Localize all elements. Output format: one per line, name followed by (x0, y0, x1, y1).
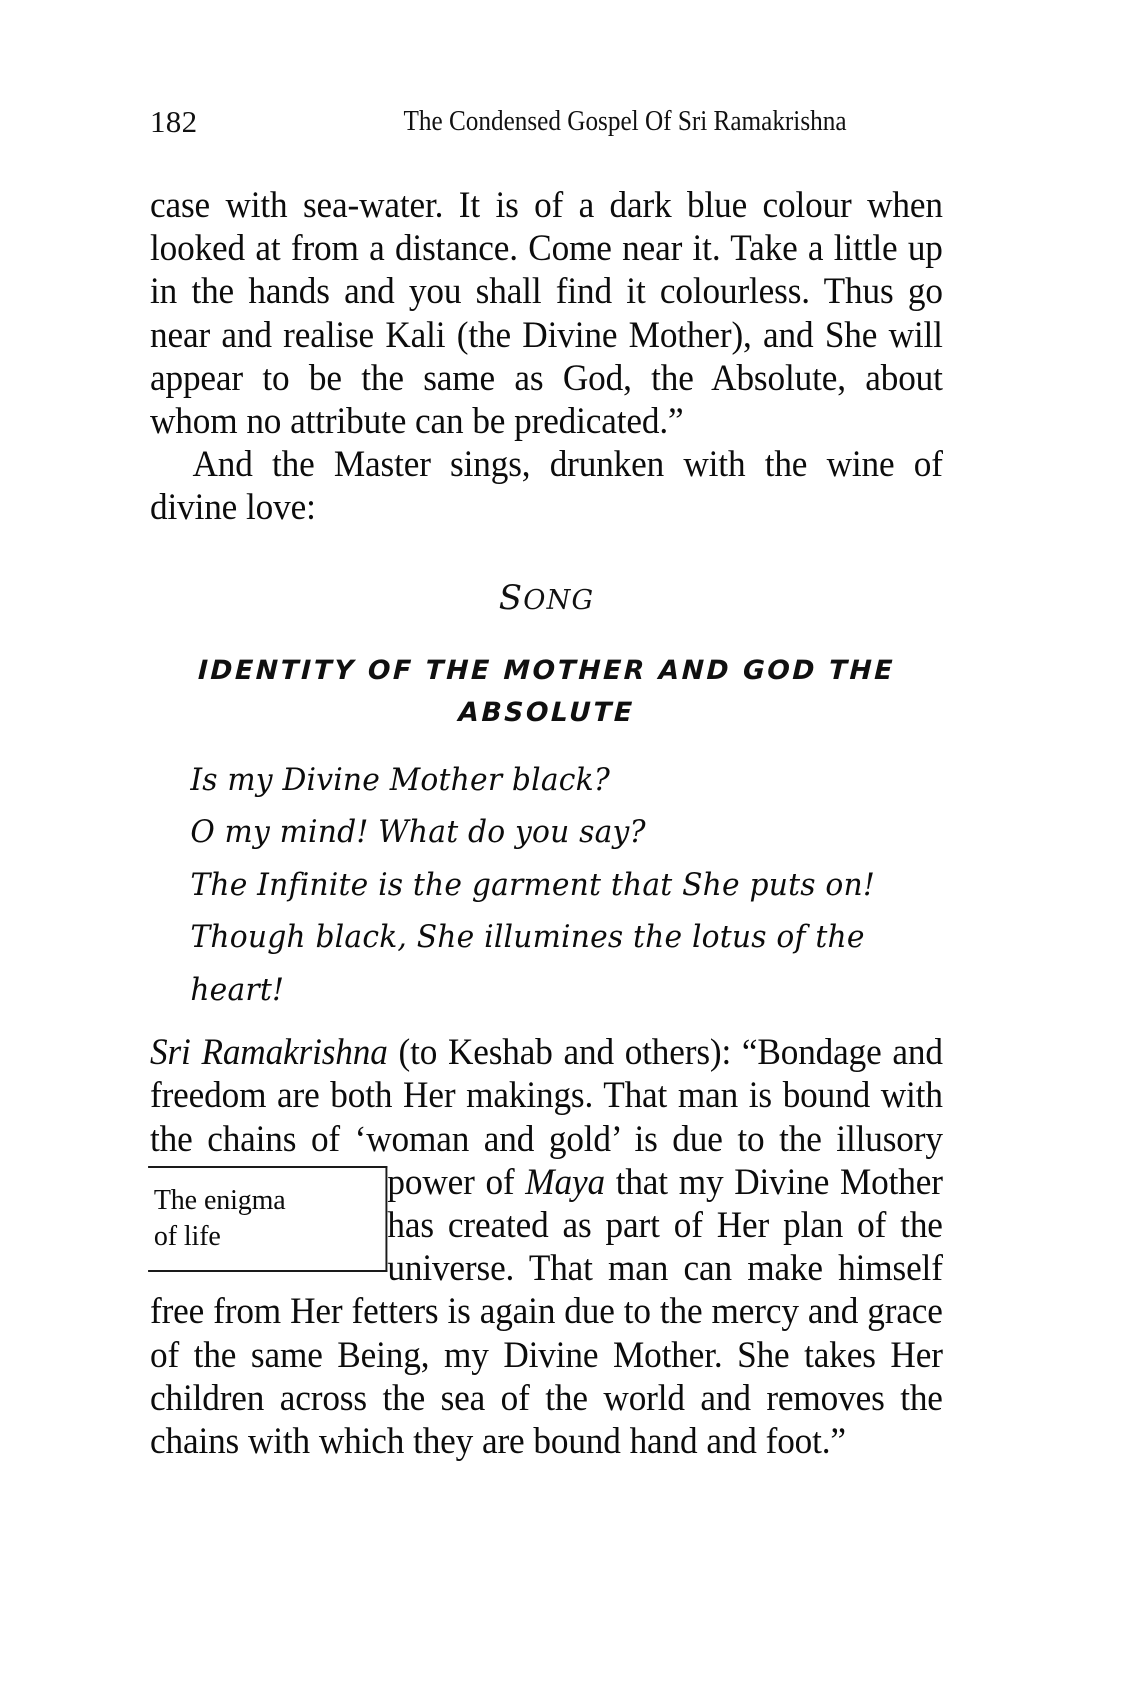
discourse-attribution: (to Keshab and others): “Bondage and freedom are both Her makings. That man is bound with the chains of ‘woman and gold’ is due to the (150, 1031, 943, 1159)
text-column (150, 183, 943, 1462)
song-verse-line: Though black, She illumines the lotus of the heart! (190, 919, 865, 1008)
italic-term-maya: Maya (525, 1160, 605, 1202)
paragraph-master-sings-text: And the Master sings, drunken with the wine of divine love: (150, 443, 943, 528)
margin-note-line-2: of life (153, 1219, 221, 1252)
song-verse-line: O my mind! What do you say? (190, 814, 646, 851)
paragraph-continuation (150, 183, 943, 442)
page-number: 182 (150, 104, 198, 139)
song-verse-line: Is my Divine Mother black? (190, 761, 611, 798)
song-label-initial: S (498, 577, 524, 618)
paragraph-continuation-text: case with sea-water. It is of a dark blue colour when looked at from a distance. Come near it. Take a little up in the hands and you shall find it colourless. Thus go near and realise Kali (the Divine Mother), and She will appear to be the same as God, the Absolute, about whom no attribute can be predicated.” (150, 184, 943, 442)
paragraph-master-sings (150, 442, 943, 528)
song-label (150, 577, 943, 618)
spacer-after-song-title (150, 734, 943, 754)
spacer-before-song-label (150, 529, 943, 581)
margin-note-line-1: The enigma (153, 1183, 286, 1216)
song-verse-line: The Infinite is the garment that She puts on! (190, 866, 875, 903)
song-title-line-2: ABSOLUTE (457, 696, 636, 728)
discourse-after-italic: that my Divine Mother has created as part of Her plan of the universe. That man can make himself free from Her fetters is again due to the mercy and grace of the same Being, my Divine Mother. She takes Her children across the sea of the world and removes the chains with which they are bound hand and foot.” (150, 1160, 943, 1461)
speaker-name: Sri Ramakrishna (150, 1031, 388, 1073)
running-title: The Condensed Gospel Of Sri Ramakrishna (403, 106, 847, 137)
running-head (150, 100, 940, 144)
paragraph-discourse (150, 1030, 943, 1462)
spacer-after-verses (150, 1016, 943, 1030)
paragraph-discourse-inner (150, 1030, 943, 1462)
margin-note-box (148, 1166, 387, 1272)
discourse-before-italic: illusory power of (387, 1117, 943, 1202)
song-label-rest: ONG (523, 584, 595, 616)
song-title-line-1: IDENTITY OF THE MOTHER AND GOD THE (197, 654, 896, 686)
spacer-after-song-label (150, 618, 943, 650)
